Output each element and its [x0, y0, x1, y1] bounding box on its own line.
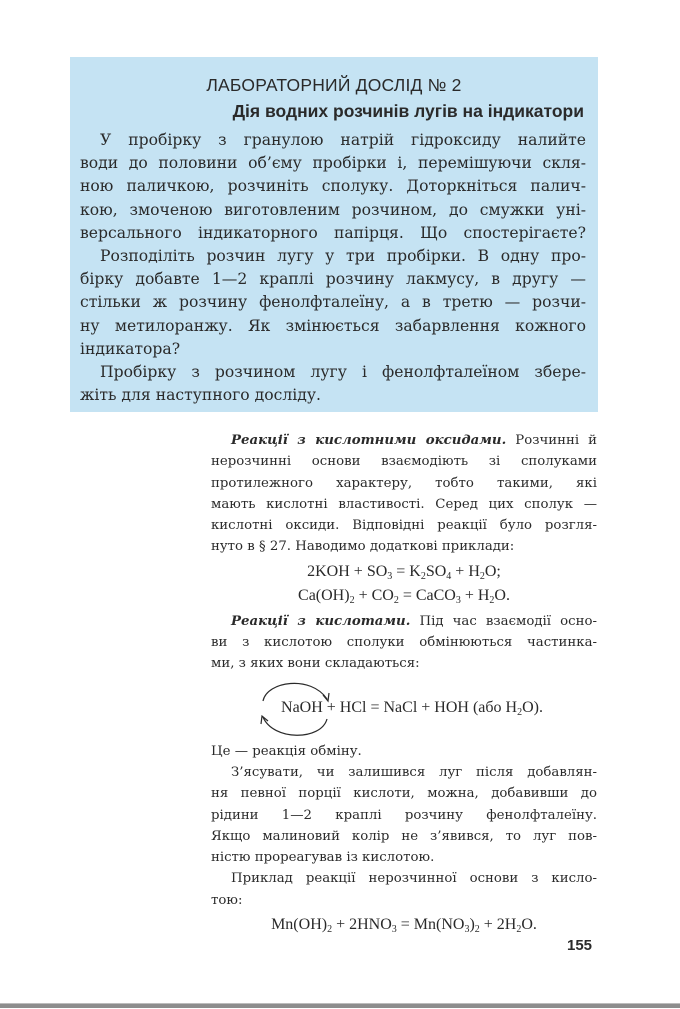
lab-experiment-box: [70, 57, 598, 412]
text-line: Приклад реакції нерозчинної основи з кисло-: [231, 871, 597, 887]
text-line: ня певної порції кислоти, можна, добавивши до: [211, 786, 597, 802]
text-line: індикатора?: [80, 339, 181, 358]
lab-title: ЛАБОРАТОРНИЙ ДОСЛІД № 2: [206, 75, 462, 95]
text-line: версального індикаторного папірця. Що спостерігаєте?: [80, 223, 586, 242]
text-line: Це — реакція обміну.: [211, 743, 362, 759]
text-line: жіть для наступного досліду.: [80, 386, 321, 405]
main-text-column: [211, 430, 597, 937]
text-line: нуто в § 27. Наводимо додаткові приклади:: [211, 539, 515, 555]
text-line: ви з кислотою сполуки обмінюються частинка-: [211, 635, 597, 651]
page-number: 155: [567, 937, 593, 954]
heading-acids: Реакції з кислотами.: [231, 613, 411, 629]
text-line: ністю прореагував із кислотою.: [211, 850, 435, 866]
text-line: У пробірку з гранулою натрій гідроксиду налийте: [100, 131, 586, 149]
text-line: кислотні оксиди. Відповідні реакції було розгля-: [211, 518, 597, 534]
equation-caoh2-co2: $Ca(OH)_2 + CO_2$ = CaCO$_3$ + $H_2O$.: [298, 586, 510, 606]
text-line: бірку добавте 1—2 краплі розчину лакмусу, в другу —: [80, 270, 586, 289]
equation-koh-so3: $2KOH + SO_3 = K_2SO_4 + H_2O$;: [307, 562, 501, 582]
text-line: Пробірку з розчином лугу і фенолфталеїном збере-: [100, 362, 586, 381]
text-line: нерозчинні основи взаємодіють зі сполуками: [211, 454, 597, 470]
paragraph-acids: Реакції з кислотами. Під час взаємодії осно-: [231, 613, 597, 629]
heading-acid-oxides: Реакції з кислотними оксидами.: [231, 433, 507, 448]
text-line: стільки ж розчину фенолфталеїну, а в третю — розчи-: [80, 293, 586, 312]
equation-mnoh2-hno3: $Mn(OH)_2 + 2HNO_3 = Mn(NO_3)_2 + 2H_2O$.: [271, 916, 537, 936]
text-line: мають кислотні властивості. Серед цих сполук —: [211, 496, 597, 512]
text-line: ну метилоранжу. Як змінюється забарвлення кожного: [80, 316, 586, 335]
text-line: ми, з яких вони складаються:: [211, 656, 420, 672]
text-line: кою, змоченою виготовленим розчином, до смужки уні-: [80, 200, 586, 219]
text-line: З’ясувати, чи залишився луг після добавлян-: [231, 764, 597, 780]
text-line: рідини 1—2 краплі розчину фенолфталеїну.: [211, 807, 597, 823]
equation-naoh-hcl: NaOH + HCl = NaCl + HOH (або $H_2O$).: [281, 698, 543, 718]
paragraph-acid-oxides: Реакції з кислотними оксидами. Розчинні й: [231, 433, 597, 448]
text-line: ною паличкою, розчиніть сполуку. Доторкніться палич-: [80, 177, 586, 196]
text-line: Якщо малиновий колір не з’явився, то луг пов-: [211, 828, 597, 844]
text-line: протилежного характеру, тобто такими, які: [211, 475, 597, 491]
lab-subtitle: Дія водних розчинів лугів на індикатори: [232, 101, 584, 121]
text-line: води до половини об’єму пробірки і, перемішуючи скля-: [80, 154, 586, 173]
text-line: тою:: [211, 892, 243, 908]
exchange-reaction-diagram: [211, 675, 597, 741]
lab-instructions: [80, 129, 586, 407]
text-line: Розподіліть розчин лугу у три пробірки. В одну про-: [100, 246, 586, 265]
page-bottom-rule: [0, 1003, 680, 1008]
